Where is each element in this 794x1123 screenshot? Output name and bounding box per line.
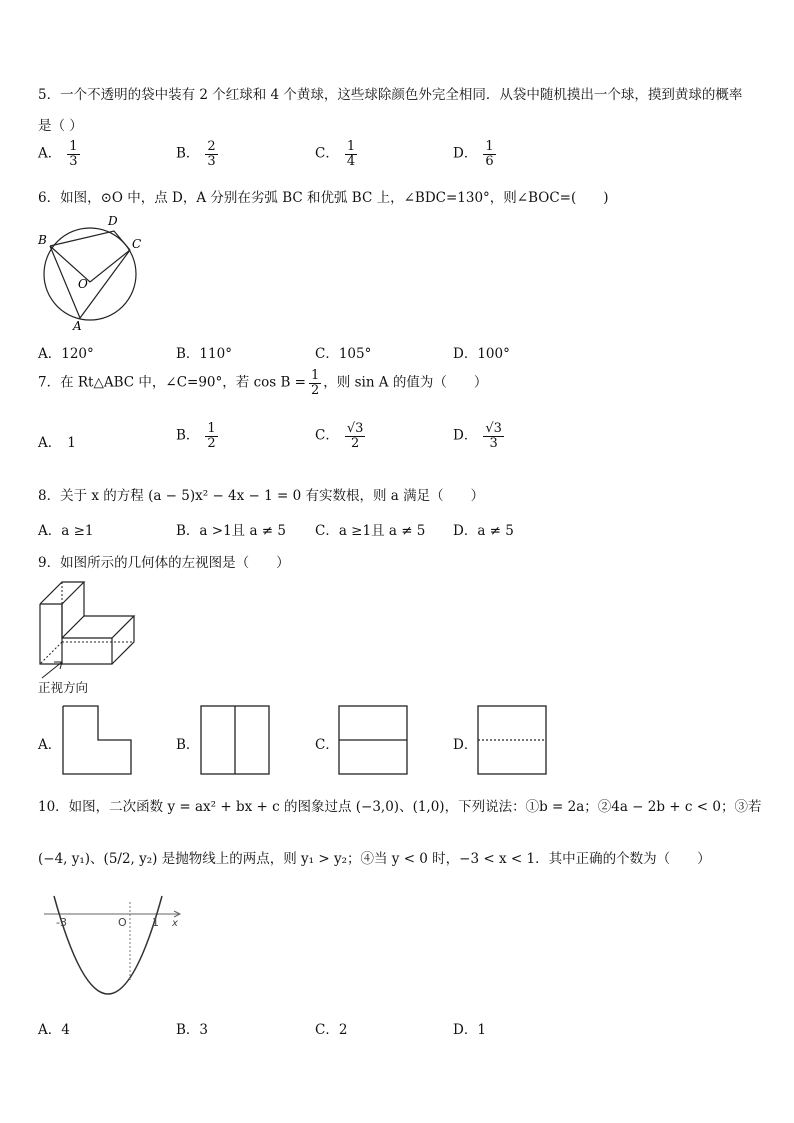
- radius-bo-oc: [50, 246, 130, 282]
- q8-option-b[interactable]: B．a >1且 a ≠ 5: [176, 523, 286, 539]
- q7-option-a[interactable]: [38, 431, 76, 451]
- q9-option-c-figure[interactable]: [338, 705, 408, 775]
- option-label: B．: [176, 145, 200, 162]
- option-value: 1: [67, 435, 76, 451]
- q5-stem-line2: 是（ ）: [38, 118, 83, 134]
- q5-stem-line1: 5．一个不透明的袋中装有 2 个红球和 4 个黄球，这些球除颜色外完全相同．从袋中随机摸出一个球，摸到黄球的概率: [38, 87, 743, 103]
- fraction-numerator: √3: [485, 421, 502, 436]
- fraction-denominator: 2: [311, 382, 320, 398]
- short-top-face: [62, 616, 134, 638]
- q9-option-d-label[interactable]: D．: [453, 737, 478, 753]
- q9-option-b-label[interactable]: B．: [176, 737, 200, 753]
- fraction-denominator: 3: [489, 435, 498, 451]
- option-label: B．: [176, 427, 200, 444]
- q6-option-b[interactable]: B．110°: [176, 346, 232, 362]
- fraction-denominator: 3: [207, 153, 216, 169]
- label-c: C: [132, 237, 142, 251]
- label-o: O: [78, 277, 88, 291]
- chord-bdc: [50, 231, 130, 250]
- tall-top-face: [40, 582, 84, 604]
- option-label: C．: [315, 427, 339, 444]
- q10-option-c[interactable]: C．2: [315, 1022, 348, 1038]
- q9-option-d-figure[interactable]: [477, 705, 547, 775]
- fraction-numerator: 1: [69, 139, 78, 154]
- q5-option-c[interactable]: [315, 140, 357, 168]
- front-tall-face: [40, 604, 62, 664]
- option-label: A．: [38, 435, 62, 451]
- fraction-denominator: 3: [69, 153, 78, 169]
- fraction-denominator: 2: [350, 435, 360, 451]
- q9-solid-figure: [36, 578, 146, 678]
- q7-stem-pre: 7．在 Rt△ABC 中，∠C=90°，若 cos B =: [38, 374, 306, 391]
- origin-label: O: [118, 916, 127, 929]
- option-label: C．: [315, 145, 339, 162]
- fraction-numerator: 1: [311, 368, 320, 383]
- label-a: A: [73, 319, 82, 333]
- fraction-denominator: 4: [346, 153, 356, 169]
- q8-option-d[interactable]: D．a ≠ 5: [453, 523, 514, 539]
- q10-parabola-graph: [40, 902, 190, 1002]
- q7-option-b[interactable]: [176, 422, 218, 450]
- fraction-numerator: √3: [346, 421, 364, 436]
- label-d: D: [108, 214, 118, 228]
- option-label: D．: [453, 427, 478, 444]
- q9-direction-label: 正视方向: [38, 680, 89, 695]
- q7-option-c[interactable]: [315, 422, 365, 450]
- q10-option-d[interactable]: D．1: [453, 1022, 486, 1038]
- q6-option-c[interactable]: C．105°: [315, 346, 372, 362]
- fraction-denominator: 2: [207, 435, 216, 451]
- q9-option-c-label[interactable]: C．: [315, 737, 339, 753]
- q10-option-a[interactable]: A．4: [38, 1022, 70, 1038]
- q6-stem: 6．如图，⊙O 中，点 D，A 分别在劣弧 BC 和优弧 BC 上，∠BDC=130°，则∠BOC=( ): [38, 190, 609, 206]
- q8-option-a[interactable]: A．a ≥1: [38, 523, 94, 539]
- q9-stem: 9．如图所示的几何体的左视图是（ ）: [38, 555, 290, 571]
- q10-option-b[interactable]: B．3: [176, 1022, 209, 1038]
- fraction-denominator: 6: [485, 153, 494, 169]
- q8-stem: 8．关于 x 的方程 (a − 5)x² − 4x − 1 = 0 有实数根，则 a 满足（ ）: [38, 488, 485, 504]
- hidden-left-bottom-edge: [40, 642, 62, 664]
- q5-option-b[interactable]: [176, 140, 218, 168]
- circle-o: [44, 228, 136, 320]
- option-label: A．: [38, 145, 62, 162]
- q9-option-a-label[interactable]: A．: [38, 737, 62, 753]
- fraction-numerator: 2: [207, 139, 216, 154]
- q10-stem-line1: 10．如图，二次函数 y = ax² + bx + c 的图象过点 (−3,0)、(1,0)，下列说法：①b = 2a；②4a − 2b + c < 0；③若: [38, 799, 762, 815]
- label-b: B: [38, 233, 47, 247]
- fraction-numerator: 1: [346, 139, 356, 154]
- x-axis-label: x: [172, 918, 178, 929]
- q5-option-a[interactable]: [38, 140, 80, 168]
- q8-option-c[interactable]: C．a ≥1且 a ≠ 5: [315, 523, 426, 539]
- parabola-curve: [54, 896, 162, 994]
- q10-stem-line2: (−4, y₁)、(5/2, y₂) 是抛物线上的两点，则 y₁ > y₂；④当 y < 0 时，−3 < x < 1．其中正确的个数为（ ）: [38, 851, 711, 867]
- q7-option-d[interactable]: [453, 422, 504, 450]
- q7-stem: [38, 369, 487, 397]
- short-right-face: [112, 616, 134, 664]
- fraction-numerator: 1: [207, 421, 216, 436]
- q6-option-d[interactable]: D．100°: [453, 346, 510, 362]
- q6-option-a[interactable]: A．120°: [38, 346, 94, 362]
- q9-option-a-figure[interactable]: [62, 705, 132, 775]
- l-shape-outline: [63, 706, 131, 774]
- q9-option-b-figure[interactable]: [200, 705, 270, 775]
- q7-stem-post: ，则 sin A 的值为（ ）: [323, 374, 488, 391]
- fraction-numerator: 1: [485, 139, 494, 154]
- tick-label-1: 1: [152, 916, 159, 929]
- q6-circle-figure: [38, 210, 148, 332]
- option-label: D．: [453, 145, 478, 162]
- tick-label-neg3: -3: [56, 916, 67, 929]
- q5-option-d[interactable]: [453, 140, 496, 168]
